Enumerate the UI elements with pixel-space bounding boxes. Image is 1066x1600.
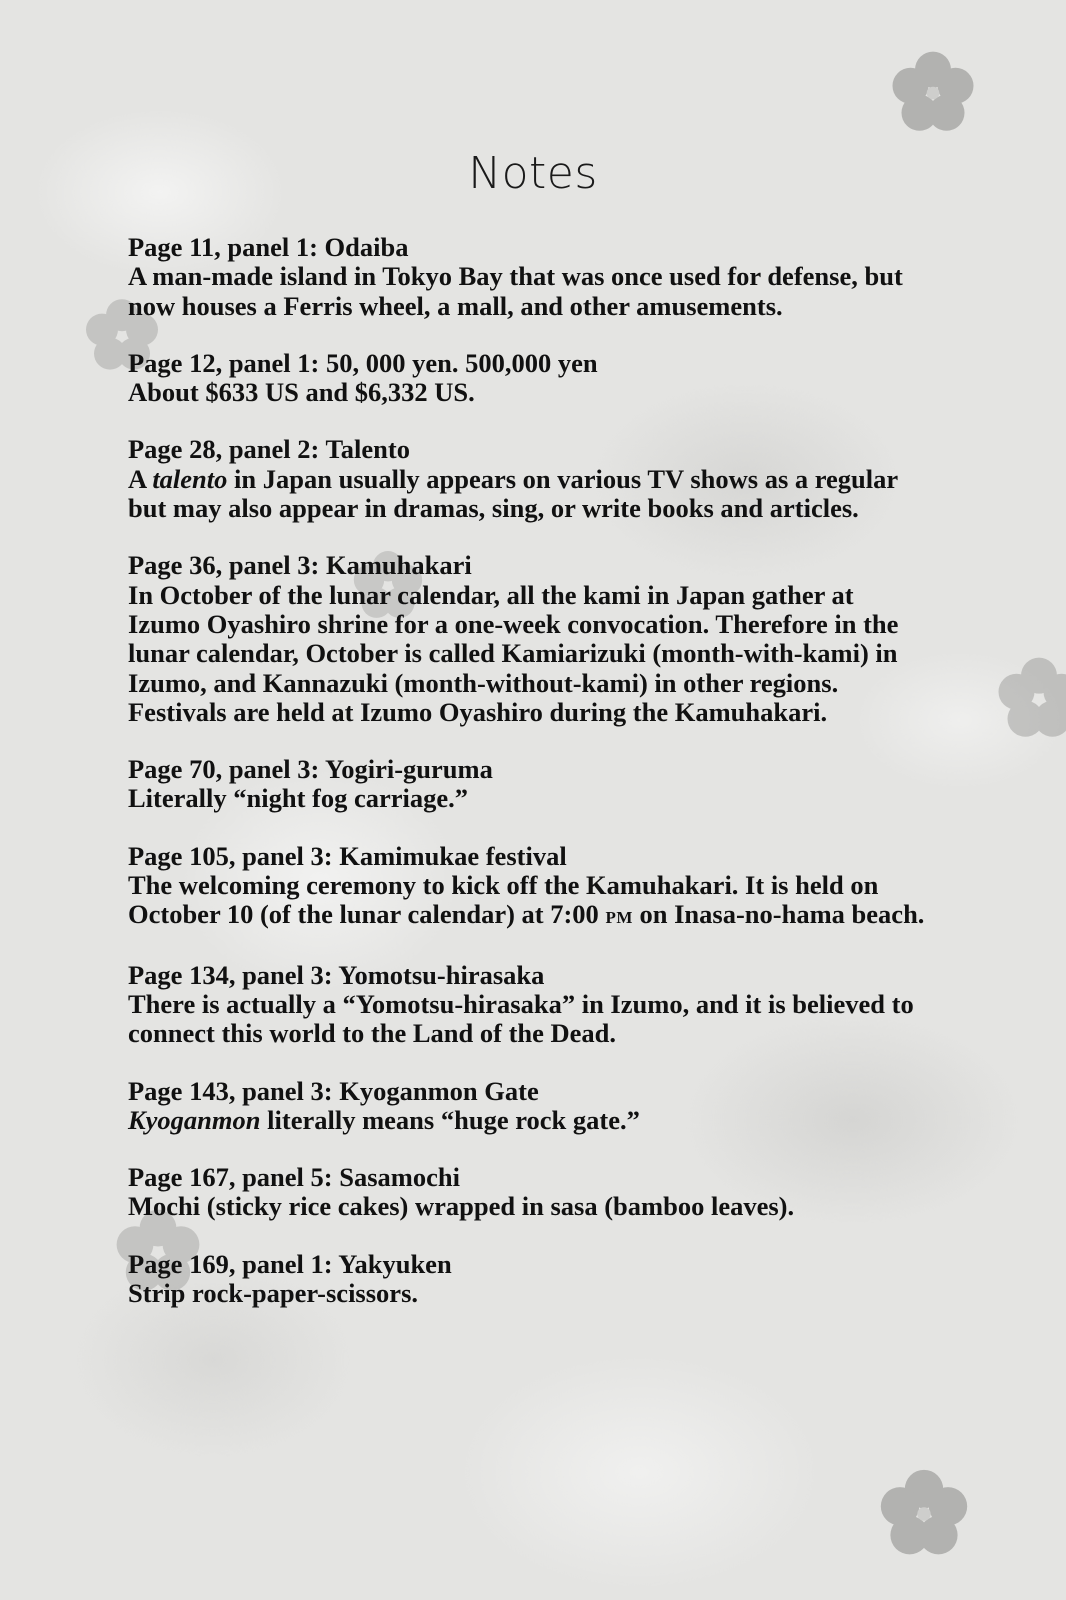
note-body-smallcaps: PM — [605, 908, 633, 928]
note-item — [128, 435, 928, 523]
note-body-italic-term: talento — [152, 463, 228, 494]
note-item — [128, 961, 928, 1049]
note-heading: Page 134, panel 3: Yomotsu-hirasaka — [128, 959, 545, 990]
note-body: A man-made island in Tokyo Bay that was once used for defense, but now houses a Ferris wheel, a mall, and other amusements. — [128, 261, 903, 321]
note-body-text: The welcoming ceremony to kick off the Kamuhakari. It is held on October 10 (of the lunar calendar) at 7:00 — [128, 870, 879, 930]
note-heading: Page 169, panel 1: Yakyuken — [128, 1248, 452, 1279]
note-item — [128, 349, 928, 408]
note-body: Strip rock-paper-scissors. — [128, 1278, 419, 1309]
note-item — [128, 1077, 928, 1136]
flower-decoration-bottom-right — [876, 1466, 972, 1562]
note-body: In October of the lunar calendar, all the kami in Japan gather at Izumo Oyashiro shrine for a one-week convocation. Therefore in the lunar calendar, October is called Kamiarizuki (month-with-kami) in Izumo, and Kannazuki (month-without-kami) in other regions. Festivals are held at Izumo Oyashiro during the Kamuhakari. — [128, 579, 899, 727]
note-item — [128, 755, 928, 814]
note-heading: Page 105, panel 3: Kamimukae festival — [128, 840, 567, 871]
note-heading: Page 12, panel 1: 50, 000 yen. 500,000 yen — [128, 347, 598, 378]
note-body: There is actually a “Yomotsu-hirasaka” in Izumo, and it is believed to connect this world to the Land of the Dead. — [128, 988, 914, 1049]
note-heading: Page 28, panel 2: Talento — [128, 434, 410, 465]
note-body: Mochi (sticky rice cakes) wrapped in sasa (bamboo leaves). — [128, 1191, 795, 1222]
note-item — [128, 1163, 928, 1222]
note-heading: Page 70, panel 3: Yogiri-guruma — [128, 754, 493, 785]
note-body-italic-term: Kyoganmon — [128, 1104, 261, 1135]
note-body — [128, 1106, 928, 1135]
note-body-text: in Japan usually appears on various TV shows as a regular but may also appear in dramas, sing, or write books and articles. — [128, 463, 898, 524]
note-body-text: A — [128, 463, 153, 494]
note-item — [128, 551, 928, 727]
flower-decoration-right-edge — [994, 654, 1066, 744]
note-item — [128, 233, 928, 321]
note-heading: Page 143, panel 3: Kyoganmon Gate — [128, 1075, 539, 1106]
flower-decoration-top-right — [888, 48, 978, 138]
note-heading: Page 11, panel 1: Odaiba — [128, 232, 409, 262]
note-heading: Page 167, panel 5: Sasamochi — [128, 1162, 460, 1193]
page-title: Notes — [468, 148, 598, 199]
notes-list — [128, 233, 928, 1336]
note-heading: Page 36, panel 3: Kamuhakari — [128, 550, 472, 581]
note-body — [128, 871, 928, 933]
note-body — [128, 465, 928, 524]
note-item — [128, 842, 928, 933]
note-body-text: on Inasa-no-hama beach. — [632, 899, 925, 930]
note-body-text: literally means “huge rock gate.” — [260, 1104, 640, 1135]
note-body: Literally “night fog carriage.” — [128, 783, 469, 814]
note-item — [128, 1250, 928, 1309]
note-body: About $633 US and $6,332 US. — [128, 377, 475, 408]
